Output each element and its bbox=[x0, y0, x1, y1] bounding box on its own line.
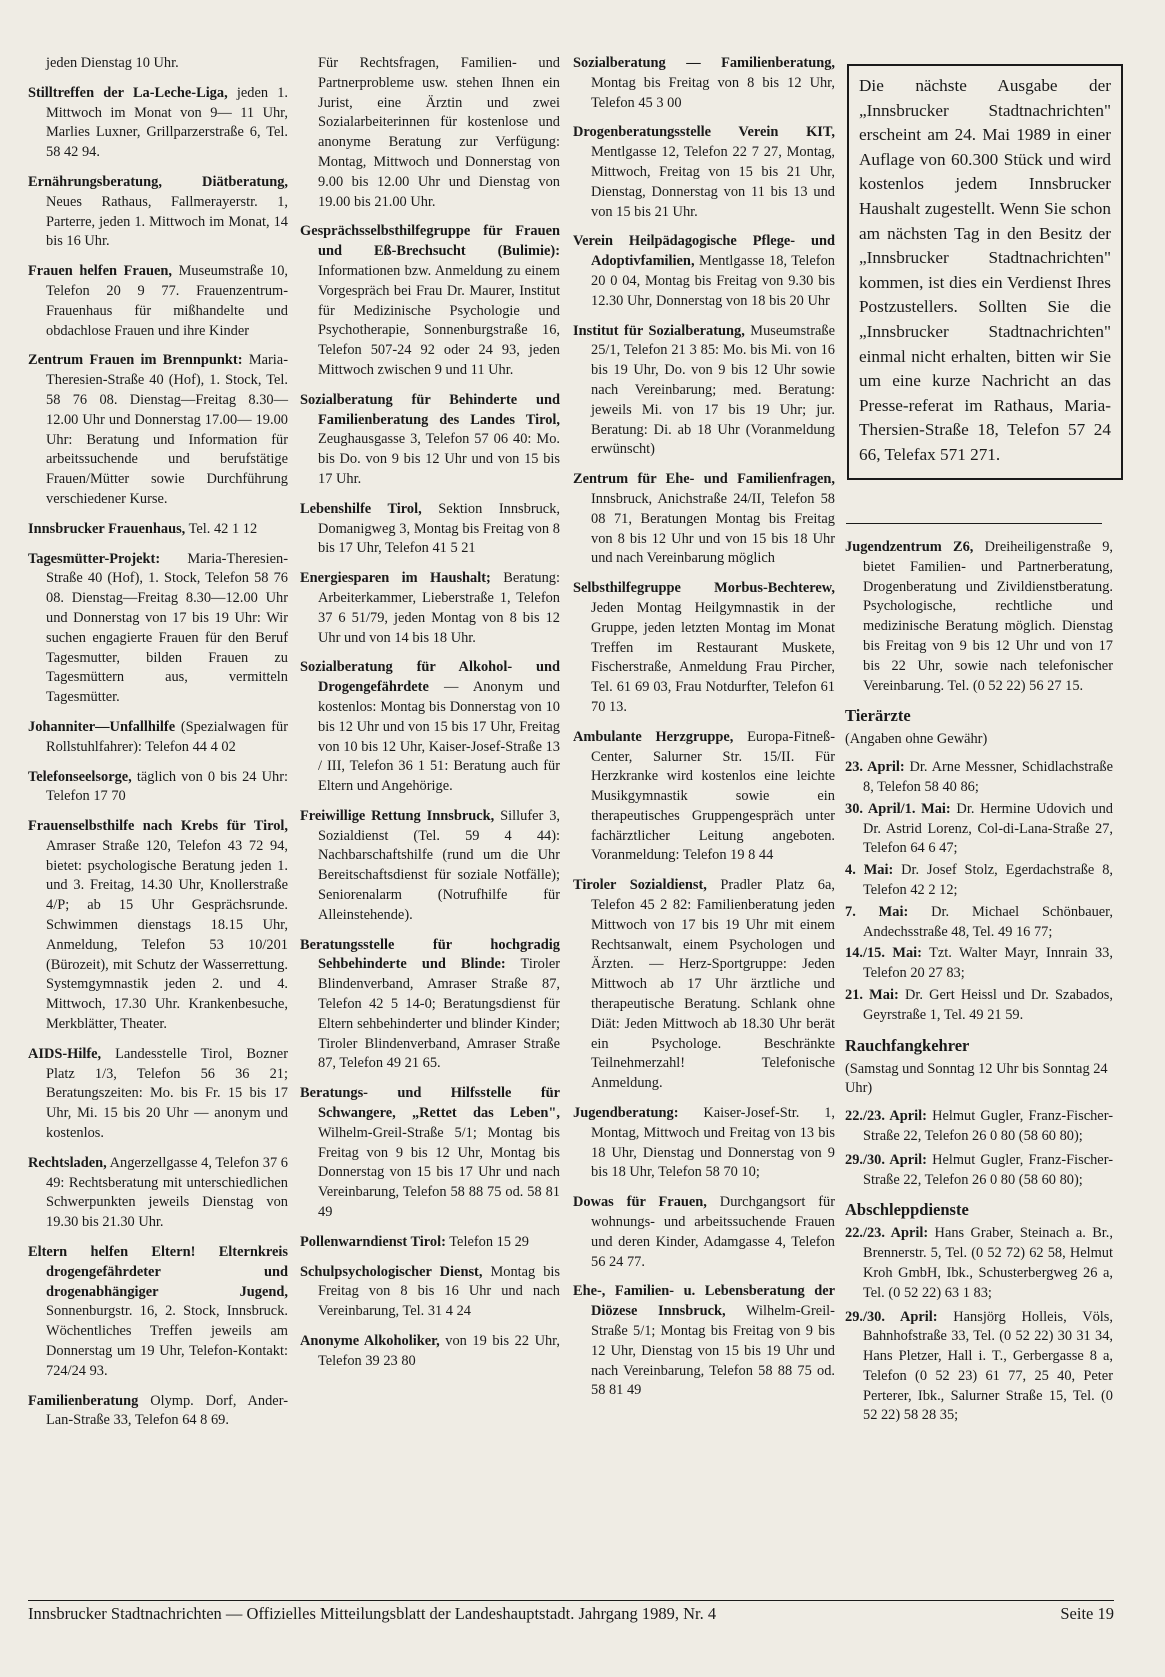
list-item: Tiroler Sozialdienst, Pradler Platz 6a, Telefon 45 2 82: Familienberatung jeden Mittwoch von 17 bis 19 Uhr mit einem Rechtsanwalt, einem Psychologen und Ärzten. — Herz-Sportgruppe: Jeden Mittwoch ab 17 Uhr ärztliche und therapeutische Beratung. Schlank ohne Diät: Jeden Mittwoch ab 18.30 Uhr berät ein Psychologe. Beschränkte Teilnehmerzahl! Telefonische Anmeldung. bbox=[573, 877, 835, 1092]
list-item: Frauenselbsthilfe nach Krebs für Tirol, Amraser Straße 120, Telefon 43 72 94, bietet: psychologische Beratung jeden 1. und 3. Freitag, 14.30 Uhr, Knollerstraße 4/P; ab 15 Uhr Gesprächsrunde. Schwimmen dienstags 18.15 Uhr, Anmeldung, Telefon 53 10/201 (Bürozeit), mit Schutz der Wasserrettung. Systemgymnastik jeden 2. und 4. Mittwoch, 17.30 Uhr. Krankenbesuche, Merkblätter, Theater. bbox=[28, 818, 288, 1033]
list-item: Sozialberatung für Alkohol- und Drogengefährdete — Anonym und kostenlos: Montag bis Donnerstag von 10 bis 12 Uhr und von 15 bis 17 Uhr, Freitag von 10 bis 12 Uhr, Kaiser-Josef-Straße 13 / III, Telefon 36 1 51: Beratung auch für Eltern und Angehörige. bbox=[300, 659, 560, 795]
list-item: Zentrum für Ehe- und Familienfragen, Innsbruck, Anichstraße 24/II, Telefon 58 08 71, Beratungen Montag bis Freitag von 8 bis 12 Uhr und von 15 bis 18 Uhr und nach Vereinbarung möglich bbox=[573, 471, 835, 567]
page-number: Seite 19 bbox=[1060, 1604, 1114, 1623]
list-item: 22./23. April: Helmut Gugler, Franz-Fischer-Straße 22, Telefon 26 0 80 (58 60 80); bbox=[845, 1108, 1113, 1144]
list-item: 21. Mai: Dr. Gert Heissl und Dr. Szabados, Geyrstraße 1, Tel. 49 21 59. bbox=[845, 986, 1113, 1023]
notice-text: Die nächste Ausgabe der „Innsbrucker Stadtnachrichten" erscheint am 24. Mai 1989 in einer Auflage von 60.300 Stück und wird kostenlos jedem Innsbrucker Haushalt zugestellt. Wenn Sie schon am nächsten Tag in den Besitz der „Innsbrucker Stadtnachrichten" kommen, ist dies ein Verdienst Ihres Postzustellers. Sollten Sie die „Innsbrucker Stadtnachrichten" einmal nicht erhalten, bitten wir Sie um eine kurze Nachricht an das Presse-referat im Rathaus, Maria-Thersien-Straße 18, Telefon 57 24 66, Telefax 571 271. bbox=[859, 76, 1111, 464]
list-item: 30. April/1. Mai: Dr. Hermine Udovich und Dr. Astrid Lorenz, Col-di-Lana-Straße 27, Telefon 64 6 47; bbox=[845, 800, 1113, 857]
footer-rule bbox=[28, 1600, 1114, 1601]
list-item: 14./15. Mai: Tzt. Walter Mayr, Innrain 33, Telefon 20 27 83; bbox=[845, 945, 1113, 982]
list-item: 4. Mai: Dr. Josef Stolz, Egerdachstraße 8, Telefon 42 2 12; bbox=[845, 862, 1113, 898]
list-item: Johanniter—Unfallhilfe (Spezialwagen für Rollstuhlfahrer): Telefon 44 4 02 bbox=[28, 718, 288, 755]
list-item: Zentrum Frauen im Brennpunkt: Maria-Theresien-Straße 40 (Hof), 1. Stock, Tel. 58 76 08. Dienstag—Freitag 8.30— 12.00 Uhr und Donnerstag 17.00— 19.00 Uhr: Beratung und Information für arbeitssuchende und berufstätige Frauen/Mütter sowie Durchführung verschiedener Kurse. bbox=[28, 352, 288, 507]
list-item: Pollenwarndienst Tirol: Telefon 15 29 bbox=[300, 1233, 529, 1250]
list-item: Sozialberatung für Behinderte und Familienberatung des Landes Tirol, Zeughausgasse 3, Telefon 57 06 40: Mo. bis Do. von 9 bis 12 Uhr und von 15 bis 17 Uhr. bbox=[300, 391, 560, 487]
section-heading-abschleppdienste: Abschleppdienste bbox=[845, 1200, 969, 1220]
list-item: Frauen helfen Frauen, Museumstraße 10, Telefon 20 9 77. Frauenzentrum-Frauenhaus für mißhandelte und obdachlose Frauen und ihre Kinder bbox=[28, 263, 288, 339]
list-item: Dowas für Frauen, Durchgangsort für wohnungs- und arbeitssuchende Frauen und deren Kinder, Adamgasse 4, Telefon 56 24 77. bbox=[573, 1194, 836, 1270]
section-heading-tierarzte: Tierärzte bbox=[845, 706, 911, 726]
list-item: Für Rechtsfragen, Familien- und Partnerprobleme usw. stehen Ihnen ein Jurist, eine Ärztin und zwei Sozialarbeiterinnen für kostenlose und anonyme Beratung zur Verfügung: Montag, Mittwoch und Donnerstag von 9.00 bis 12.00 Uhr und Dienstag von 19.00 bis 21.00 Uhr. bbox=[318, 55, 560, 210]
list-item: Ernährungsberatung, Diätberatung, Neues Rathaus, Fallmerayerstr. 1, Parterre, jeden 1. Mittwoch im Monat, 14 bis 16 Uhr. bbox=[28, 173, 288, 250]
list-item: Eltern helfen Eltern! Elternkreis drogengefährdeter und drogenabhängiger Jugend, Sonnenburgstr. 16, 2. Stock, Innsbruck. Wöchentliches Treffen jeweils am Donnerstag um 19 Uhr, Telefon-Kontakt: 724/24 93. bbox=[28, 1244, 288, 1379]
list-item: Institut für Sozialberatung, Museumstraße 25/1, Telefon 21 3 85: Mo. bis Mi. von 16 bis 19 Uhr, Do. von 9 bis 12 Uhr sowie nach Vereinbarung; med. Beratung: jeweils Mi. von 17 bis 19 Uhr; jur. Beratung: Di. ab 18 Uhr (Voranmeldung erwünscht) bbox=[573, 322, 835, 458]
list-item: AIDS-Hilfe, Landesstelle Tirol, Bozner Platz 1/3, Telefon 56 36 21; Beratungszeiten: Mo. bis Fr. 15 bis 17 Uhr, Mi. 15 bis 20 Uhr — anonym und kostenlos. bbox=[28, 1045, 288, 1142]
section-note: (Samstag und Sonntag 12 Uhr bis Sonntag 24 Uhr) bbox=[845, 1060, 1108, 1097]
list-item: Rechtsladen, Angerzellgasse 4, Telefon 37 6 49: Rechtsberatung mit unterschiedlichen Schwerpunkten jeweils Dienstag von 19.30 bis 21.30 Uhr. bbox=[28, 1154, 288, 1231]
list-item: Anonyme Alkoholiker, von 19 bis 22 Uhr, Telefon 39 23 80 bbox=[300, 1333, 560, 1369]
list-item: Selbsthilfegruppe Morbus-Bechterew, Jeden Montag Heilgymnastik in der Gruppe, jeden letzten Montag im Monat Treffen im Restaurant Muskete, Fischerstraße, Anmeldung Frau Pircher, Tel. 61 69 03, Frau Notdurfter, Telefon 61 70 13. bbox=[573, 580, 835, 715]
list-item: Energiesparen im Haushalt; Beratung: Arbeiterkammer, Lieberstraße 1, Telefon 37 6 51/79, jeden Montag von 8 bis 12 Uhr und von 14 bis 18 Uhr. bbox=[300, 570, 560, 646]
column-2 bbox=[300, 54, 560, 1382]
list-item: 23. April: Dr. Arne Messner, Schidlachstraße 8, Telefon 58 40 86; bbox=[845, 759, 1113, 795]
list-item: 29./30. April: Helmut Gugler, Franz-Fischer-Straße 22, Telefon 26 0 80 (58 60 80); bbox=[845, 1151, 1113, 1188]
list-item: Telefonseelsorge, täglich von 0 bis 24 Uhr: Telefon 17 70 bbox=[28, 768, 288, 805]
column-4 bbox=[845, 538, 1113, 1436]
list-item: Familienberatung Olymp. Dorf, Ander-Lan-Straße 33, Telefon 64 8 69. bbox=[28, 1392, 288, 1429]
list-item: Beratungsstelle für hochgradig Sehbehinderte und Blinde: Tiroler Blindenverband, Amraser Straße 87, Telefon 42 5 14-0; Beratungsdienst für Eltern sehbehinderter und blinder Kinder; Tiroler Blindenverband, Amraser Straße 87, Telefon 49 21 65. bbox=[300, 936, 560, 1072]
list-item: Beratungs- und Hilfsstelle für Schwangere, „Rettet das Leben", Wilhelm-Greil-Straße 5/1; Montag bis Freitag von 9 bis 12 Uhr, Montag bis Donnerstag von 15 bis 17 Uhr und nach Vereinbarung, Telefon 58 88 75 od. 58 81 49 bbox=[300, 1085, 560, 1221]
list-item: Innsbrucker Frauenhaus, Tel. 42 1 12 bbox=[28, 520, 258, 537]
list-item: jeden Dienstag 10 Uhr. bbox=[46, 55, 179, 71]
section-heading-rauchfangkehrer: Rauchfangkehrer bbox=[845, 1035, 970, 1055]
list-item: Drogenberatungsstelle Verein KIT, Mentlgasse 12, Telefon 22 7 27, Montag, Mittwoch, Freitag von 15 bis 21 Uhr, Dienstag, Donnerstag von 11 bis 13 und von 15 bis 21 Uhr. bbox=[573, 124, 835, 220]
list-item: Jugendzentrum Z6, Dreiheiligenstraße 9, bietet Familien- und Partnerberatung, Drogenberatung und Zivildienstberatung. Psychologische, rechtliche und medizinische Beratung möglich. Dienstag bis Freitag von 9 bis 12 Uhr und von 17 bis 22 Uhr, sowie nach telefonischer Vereinbarung. Tel. (0 52 22) 56 27 15. bbox=[845, 539, 1113, 694]
list-item: Gesprächsselbsthilfegruppe für Frauen und Eß-Brechsucht (Bulimie): Informationen bzw. Anmeldung zu einem Vorgespräch bei Frau Dr. Maurer, Institut für Medizinische Psychologie und Psychotherapie, Sonnenburgstraße 16, Telefon 507-24 92 oder 24 93, jeden Mittwoch zwischen 9 und 11 Uhr. bbox=[300, 223, 560, 378]
list-item: Sozialberatung — Familienberatung, Montag bis Freitag von 8 bis 12 Uhr, Telefon 45 3 00 bbox=[573, 55, 835, 111]
column-3 bbox=[573, 54, 835, 1411]
footer-publication: Innsbrucker Stadtnachrichten — Offizielles Mitteilungsblatt der Landeshauptstadt. Jahrgang 1989, Nr. 4 bbox=[28, 1604, 717, 1623]
list-item: Ambulante Herzgruppe, Europa-Fitneß-Center, Salurner Str. 15/II. Für Herzkranke wird kostenlos eine leichte Musikgymnastik sowie ein therapeutisches Gruppengespräch unter fachärztlicher Leitung angeboten. Voranmeldung: Telefon 19 8 44 bbox=[573, 728, 835, 864]
list-item: Lebenshilfe Tirol, Sektion Innsbruck, Domanigweg 3, Montag bis Freitag von 8 bis 17 Uhr, Telefon 41 5 21 bbox=[300, 500, 560, 557]
page-footer bbox=[28, 1604, 1114, 1624]
list-item: Verein Heilpädagogische Pflege- und Adoptivfamilien, Mentlgasse 18, Telefon 20 0 04, Montag bis Freitag von 9.30 bis 12.30 Uhr, Donnerstag von 18 bis 20 Uhr bbox=[573, 233, 835, 309]
list-item: 7. Mai: Dr. Michael Schönbauer, Andechsstraße 48, Tel. 49 16 77; bbox=[845, 903, 1113, 940]
section-note: (Angaben ohne Gewähr) bbox=[845, 731, 988, 748]
list-item: Tagesmütter-Projekt: Maria-Theresien-Straße 40 (Hof), 1. Stock, Telefon 58 76 08. Dienstag—Freitag 8.30—12.00 Uhr und Donnerstag von 17 bis 19 Uhr: Wir suchen engagierte Frauen für den Beruf Tagesmutter, bilden Frauen zu Tagesmüttern aus, vermitteln Tagesmütter. bbox=[28, 550, 288, 706]
column-divider bbox=[846, 523, 1102, 524]
list-item: Jugendberatung: Kaiser-Josef-Str. 1, Montag, Mittwoch und Freitag von 13 bis 18 Uhr, Dienstag und Donnerstag von 9 bis 18 Uhr, Telefon 58 70 10; bbox=[573, 1105, 835, 1181]
next-issue-notice bbox=[847, 64, 1123, 480]
list-item: 29./30. April: Hansjörg Holleis, Völs, Bahnhofstraße 33, Tel. (0 52 22) 30 31 34, Hans Pletzer, Hall i. T., Gerbergasse 8 a, Telefon (0 52 23) 61 77, 25 40, Peter Perterer, Ibk., Salurner Straße 15, Tel. (0 52 22) 58 28 35; bbox=[845, 1308, 1113, 1424]
list-item: 22./23. April: Hans Graber, Steinach a. Br., Brennerstr. 5, Tel. (0 52 72) 62 58, Helmut Kroh GmbH, Ibk., Schusterbergweg 26 a, Tel. (0 52 22) 63 1 83; bbox=[845, 1225, 1113, 1301]
list-item: Freiwillige Rettung Innsbruck, Sillufer 3, Sozialdienst (Tel. 59 4 44): Nachbarschaftshilfe (rund um die Uhr Bereitschaftsdienst für soziale Notfälle); Seniorenalarm (Notrufhilfe für Alleinstehende). bbox=[300, 807, 560, 923]
list-item: Schulpsychologischer Dienst, Montag bis Freitag von 8 bis 16 Uhr und nach Vereinbarung, Tel. 31 4 24 bbox=[300, 1263, 561, 1320]
list-item: Stilltreffen der La-Leche-Liga, jeden 1. Mittwoch im Monat von 9— 11 Uhr, Marlies Luxner, Grillparzerstraße 6, Tel. 58 42 94. bbox=[28, 84, 289, 161]
list-item: Ehe-, Familien- u. Lebensberatung der Diözese Innsbruck, Wilhelm-Greil-Straße 5/1; Montag bis Freitag von 9 bis 12 Uhr, Dienstag von 15 bis 19 Uhr und nach Vereinbarung, Telefon 58 88 75 od. 58 81 49 bbox=[573, 1283, 835, 1399]
column-1 bbox=[28, 54, 288, 1441]
